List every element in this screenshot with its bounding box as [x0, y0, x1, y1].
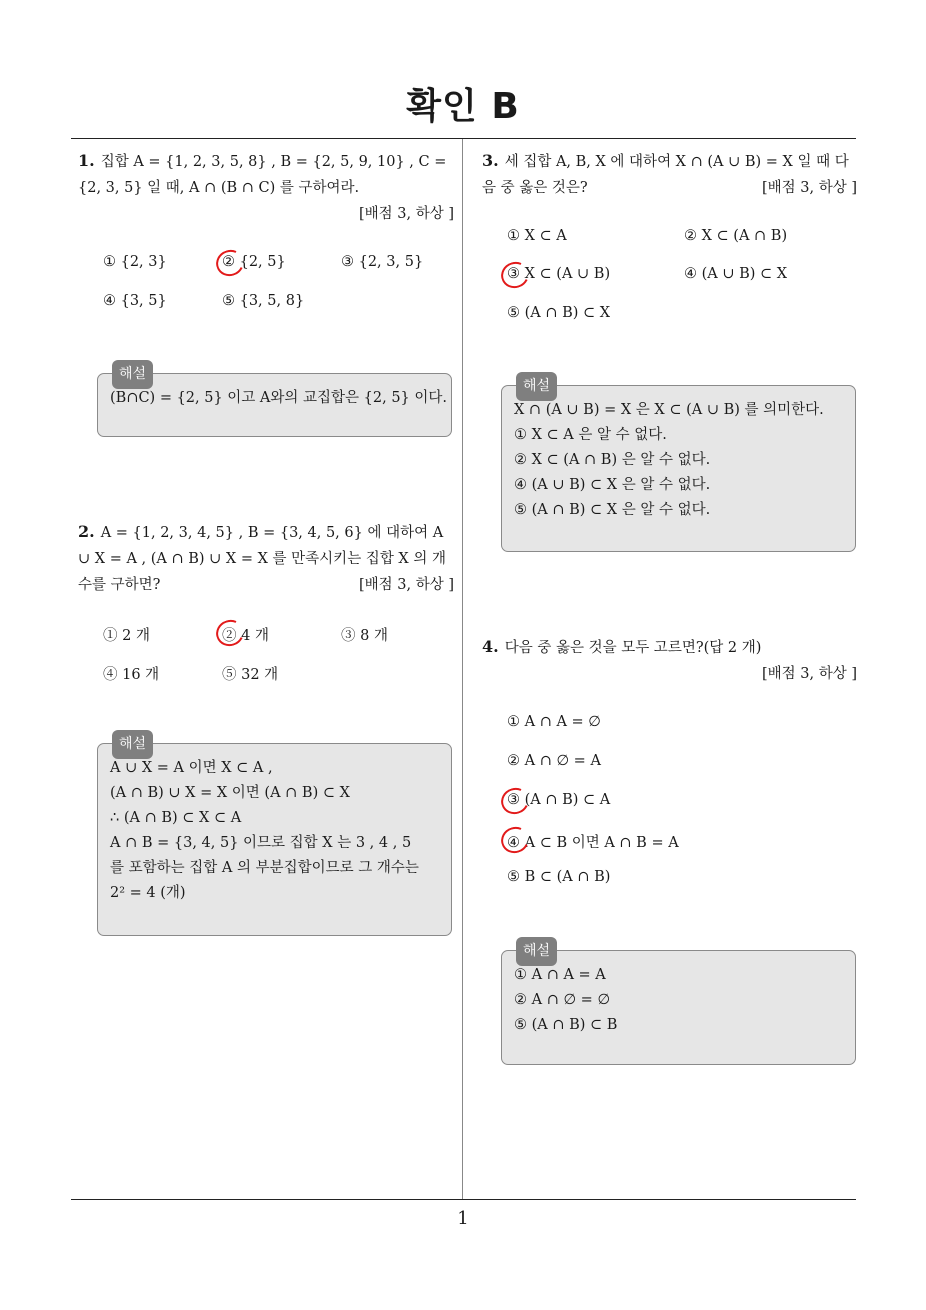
option-3[interactable]: ③ {2, 3, 5} — [341, 254, 424, 270]
column-divider — [462, 139, 463, 1200]
explanation-tag: 해설 — [516, 937, 557, 966]
explanation-line: ② X ⊂ (A ∩ B) 은 알 수 없다. — [514, 452, 711, 468]
option-2[interactable]: ② X ⊂ (A ∩ B) — [684, 228, 788, 244]
question-points: [배점 3, 하상 ] — [358, 206, 454, 222]
explanation-line: X ∩ (A ∪ B) = X 은 X ⊂ (A ∪ B) 를 의미한다. — [514, 402, 824, 418]
answer-circle-mark — [497, 784, 532, 818]
option-text: ④ A ⊂ B 이면 A ∩ B = A — [507, 835, 679, 851]
answer-circle-mark — [497, 258, 532, 292]
page-title: 확인 B — [406, 86, 520, 127]
question-4 — [482, 634, 857, 687]
explanation-box-1 — [97, 366, 452, 437]
question-number: 1. — [78, 151, 95, 170]
option-3[interactable]: ③ 8 개 — [341, 628, 388, 644]
option-4[interactable]: ④ 16 개 — [103, 667, 160, 683]
option-text: ② {2, 5} — [222, 254, 286, 270]
question-text: 세 집합 A, B, X 에 대하여 X ∩ (A ∪ B) = X 일 때 다음 중 옳은 것은? — [482, 154, 849, 196]
explanation-line: A ∩ B = {3, 4, 5} 이므로 집합 X 는 3 , 4 , 5 — [110, 835, 412, 851]
explanation-box-4 — [501, 943, 856, 1065]
explanation-line: ① X ⊂ A 은 알 수 없다. — [514, 427, 667, 443]
question-points: [배점 3, 하상 ] — [761, 666, 857, 682]
answer-circle-mark — [212, 616, 247, 650]
option-text: ③ X ⊂ (A ∪ B) — [507, 266, 611, 282]
option-1[interactable]: ① {2, 3} — [103, 254, 167, 270]
explanation-tag: 해설 — [112, 730, 153, 759]
explanation-line: 를 포함하는 집합 A 의 부분집합이므로 그 개수는 — [110, 860, 419, 876]
explanation-line: (B∩C) = {2, 5} 이고 A와의 교집합은 {2, 5} 이다. — [110, 390, 448, 406]
option-5[interactable]: ⑤ B ⊂ (A ∩ B) — [507, 869, 611, 885]
option-text: ② 4 개 — [222, 628, 269, 644]
option-3[interactable] — [507, 792, 610, 808]
explanation-line: ⑤ (A ∩ B) ⊂ B — [514, 1017, 618, 1033]
option-5[interactable]: ⑤ 32 개 — [222, 667, 279, 683]
option-2[interactable] — [222, 254, 286, 270]
answer-circle-mark — [497, 823, 532, 857]
question-text: 집합 A = {1, 2, 3, 5, 8} , B = {2, 5, 9, 10} , C = {2, 3, 5} 일 때, A ∩ (B ∩ C) 를 구하여라. — [78, 154, 447, 196]
option-1[interactable]: ① X ⊂ A — [507, 228, 567, 244]
option-4[interactable] — [507, 831, 679, 852]
option-2[interactable]: ② A ∩ ∅ = A — [507, 753, 601, 769]
explanation-line: ⑤ (A ∩ B) ⊂ X 은 알 수 없다. — [514, 502, 711, 518]
explanation-tag: 해설 — [516, 372, 557, 401]
option-1[interactable]: ① A ∩ A = ∅ — [507, 714, 601, 730]
page-number: 1 — [457, 1208, 469, 1229]
option-5[interactable]: ⑤ (A ∩ B) ⊂ X — [507, 305, 611, 321]
explanation-box-3 — [501, 378, 856, 552]
option-2[interactable] — [222, 624, 269, 645]
explanation-line: ④ (A ∪ B) ⊂ X 은 알 수 없다. — [514, 477, 711, 493]
explanation-box-2 — [97, 736, 452, 936]
explanation-line: A ∪ X = A 이면 X ⊂ A , — [110, 760, 273, 776]
explanation-line: ② A ∩ ∅ = ∅ — [514, 992, 611, 1008]
bottom-divider — [71, 1199, 856, 1200]
option-4[interactable]: ④ (A ∪ B) ⊂ X — [684, 266, 788, 282]
answer-circle-mark — [212, 246, 247, 280]
question-text: A = {1, 2, 3, 4, 5} , B = {3, 4, 5, 6} 에 대하여 A ∪ X = A , (A ∩ B) ∪ X = X 를 만족시키는 집합 X 의 개수를 구하면? — [78, 525, 446, 593]
question-2 — [78, 519, 454, 598]
question-1 — [78, 148, 454, 227]
question-number: 2. — [78, 522, 95, 541]
explanation-line: ① A ∩ A = A — [514, 967, 606, 983]
explanation-tag: 해설 — [112, 360, 153, 389]
question-points: [배점 3, 하상 ] — [358, 577, 454, 593]
question-number: 3. — [482, 151, 499, 170]
question-number: 4. — [482, 637, 499, 656]
explanation-line: ∴ (A ∩ B) ⊂ X ⊂ A — [110, 810, 242, 826]
top-divider — [71, 138, 856, 139]
question-text: 다음 중 옳은 것을 모두 고르면?(답 2 개) — [504, 640, 762, 656]
option-5[interactable]: ⑤ {3, 5, 8} — [222, 293, 305, 309]
explanation-line: (A ∩ B) ∪ X = X 이면 (A ∩ B) ⊂ X — [110, 785, 350, 801]
question-points: [배점 3, 하상 ] — [761, 180, 857, 196]
question-3 — [482, 148, 857, 201]
explanation-line: 2² = 4 (개) — [110, 885, 186, 901]
option-1[interactable]: ① 2 개 — [103, 628, 150, 644]
option-3[interactable] — [507, 266, 610, 282]
option-text: ③ (A ∩ B) ⊂ A — [507, 792, 611, 808]
option-4[interactable]: ④ {3, 5} — [103, 293, 167, 309]
